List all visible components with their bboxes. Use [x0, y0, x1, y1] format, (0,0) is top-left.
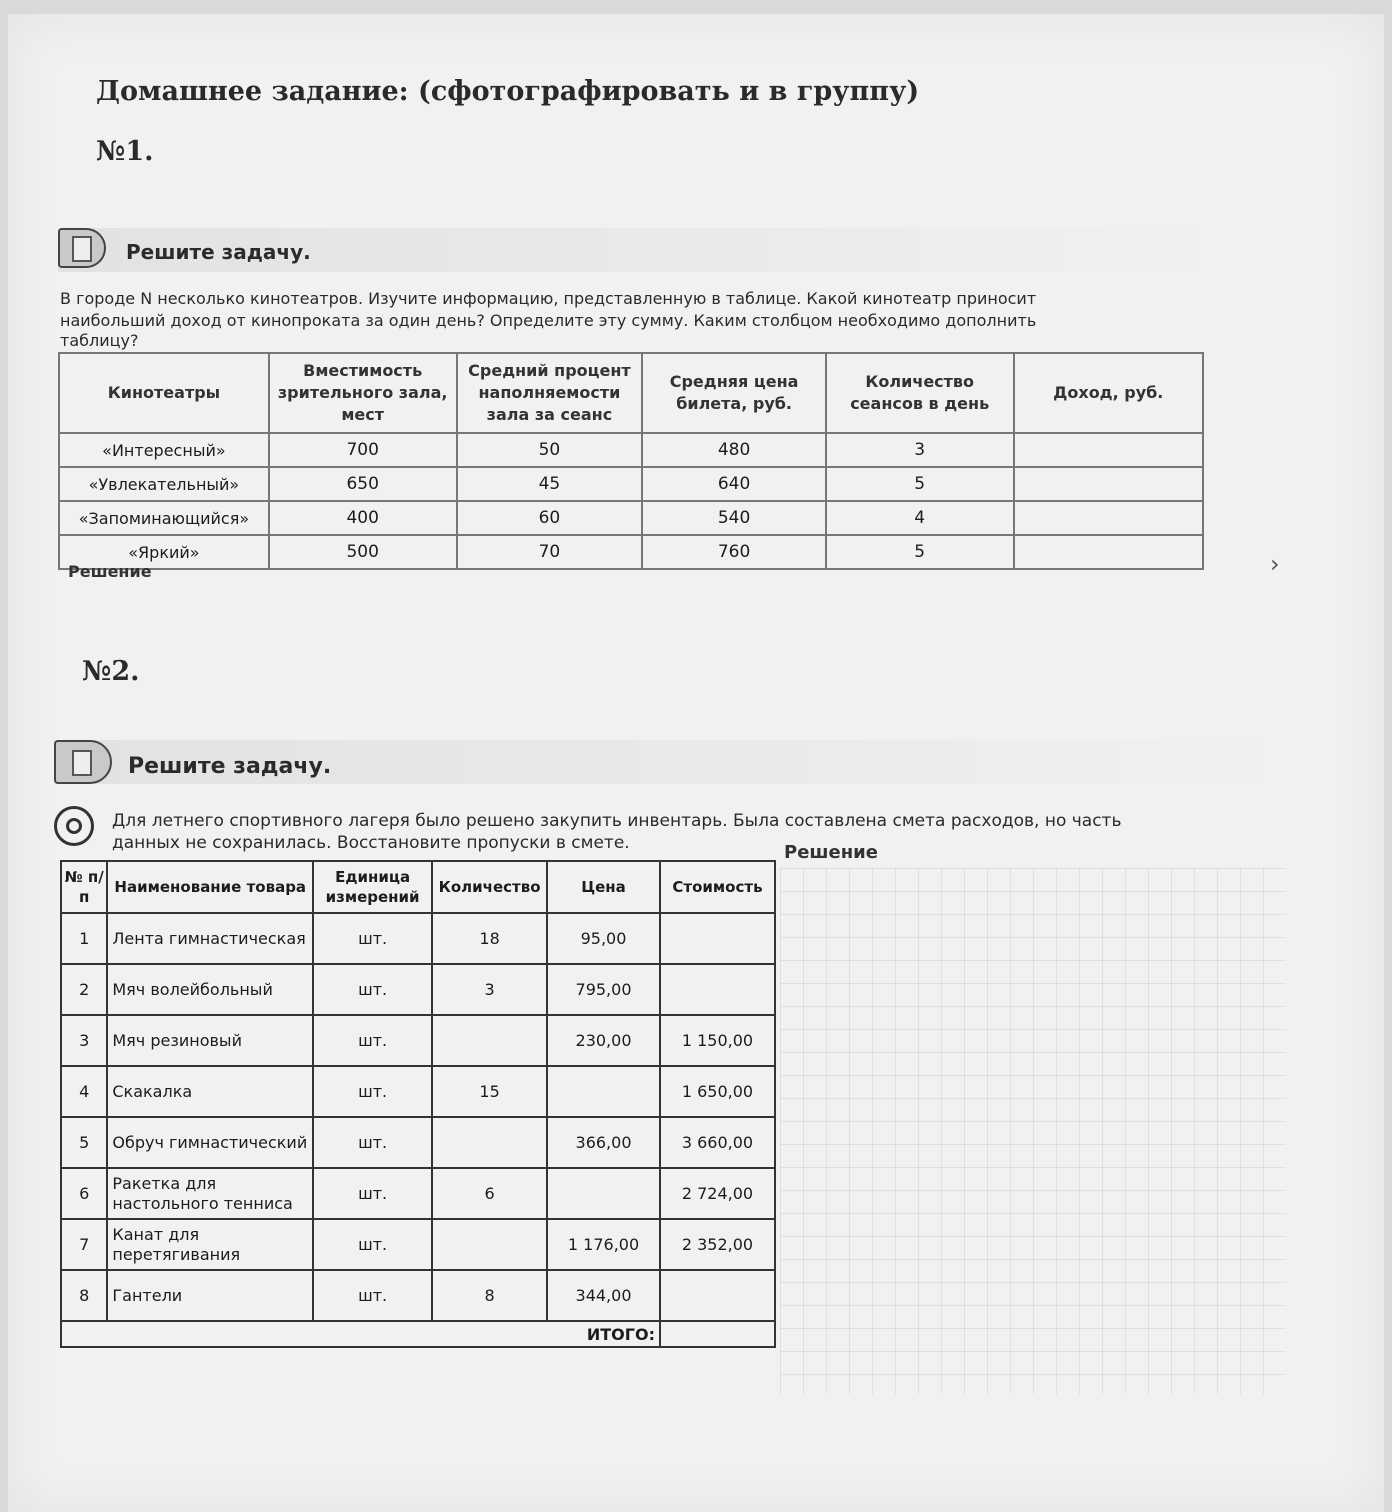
table-cell: 230,00 [547, 1015, 660, 1066]
table-cell: шт. [313, 964, 432, 1015]
task1-text-line: таблицу? [60, 331, 139, 350]
table-cell: шт. [313, 1270, 432, 1321]
table-row [59, 535, 1203, 569]
table-cell [660, 913, 775, 964]
table-cell: 3 [61, 1015, 107, 1066]
document-icon [54, 740, 112, 784]
table-cell: 50 [457, 433, 643, 467]
table-cell: 45 [457, 467, 643, 501]
table-cell: 760 [642, 535, 826, 569]
table-header-row [61, 861, 775, 913]
table-cell: шт. [313, 1015, 432, 1066]
task1-text-line: В городе N несколько кинотеатров. Изучите информацию, представленную в таблице. Какой кинотеатр приносит [60, 289, 1037, 308]
table-cell: «Интересный» [59, 433, 269, 467]
task2-text-line: Для летнего спортивного лагеря было решено закупить инвентарь. Была составлена смета расходов, но часть [112, 811, 1122, 831]
task2-text-line: данных не сохранилась. Восстановите пропуски в смете. [112, 833, 630, 853]
total-value [660, 1321, 775, 1347]
table-cell: 366,00 [547, 1117, 660, 1168]
table-cell: 7 [61, 1219, 107, 1270]
task2-number: №2. [82, 656, 140, 687]
target-icon [54, 806, 94, 846]
chevron-right-icon[interactable]: › [1270, 550, 1280, 578]
table-row [61, 1066, 775, 1117]
table-row [61, 1015, 775, 1066]
table-cell: «Увлекательный» [59, 467, 269, 501]
table-row [59, 501, 1203, 535]
task1-solution-label: Решение [68, 562, 152, 581]
budget-table [60, 860, 776, 1348]
table-cell [660, 964, 775, 1015]
table-cell [1014, 433, 1203, 467]
table-cell: 1 [61, 913, 107, 964]
table-cell: Скакалка [107, 1066, 313, 1117]
table-cell: 1 176,00 [547, 1219, 660, 1270]
table-cell: Канат для перетягивания [107, 1219, 313, 1270]
table-cell: 3 660,00 [660, 1117, 775, 1168]
table-cell: 2 724,00 [660, 1168, 775, 1219]
column-header: № п/п [61, 861, 107, 913]
table-cell [547, 1066, 660, 1117]
table-cell: 95,00 [547, 913, 660, 964]
column-header: Кинотеатры [59, 353, 269, 433]
table-cell: 5 [61, 1117, 107, 1168]
column-header: Средний процент наполняемости зала за сеанс [457, 353, 643, 433]
table-cell [432, 1219, 547, 1270]
table-cell: 4 [61, 1066, 107, 1117]
table-cell: шт. [313, 1219, 432, 1270]
task1-text [60, 288, 1200, 350]
table-row [59, 467, 1203, 501]
table-cell: 2 [61, 964, 107, 1015]
column-header: Количество [432, 861, 547, 913]
table-cell [1014, 501, 1203, 535]
task2-label: Решите задачу. [128, 754, 332, 779]
table-cell: шт. [313, 1168, 432, 1219]
task1-label: Решите задачу. [126, 240, 311, 264]
table-row [61, 1270, 775, 1321]
table-cell: 500 [269, 535, 457, 569]
table-cell: 6 [432, 1168, 547, 1219]
table-cell: 70 [457, 535, 643, 569]
table-cell: шт. [313, 1117, 432, 1168]
table-cell: 1 150,00 [660, 1015, 775, 1066]
table-cell: шт. [313, 913, 432, 964]
column-header: Средняя цена билета, руб. [642, 353, 826, 433]
table-cell [432, 1015, 547, 1066]
column-header: Наименование товара [107, 861, 313, 913]
table-cell: «Запоминающийся» [59, 501, 269, 535]
table-cell [660, 1270, 775, 1321]
table-header-row [59, 353, 1203, 433]
table-row [61, 913, 775, 964]
table-cell: 1 650,00 [660, 1066, 775, 1117]
column-header: Стоимость [660, 861, 775, 913]
solution-grid [780, 868, 1286, 1394]
column-header: Цена [547, 861, 660, 913]
table-row [59, 433, 1203, 467]
table-cell: 650 [269, 467, 457, 501]
table-cell: 480 [642, 433, 826, 467]
table-cell: 540 [642, 501, 826, 535]
task2-solution-label: Решение [784, 842, 878, 863]
column-header: Доход, руб. [1014, 353, 1203, 433]
table-cell: 3 [826, 433, 1014, 467]
table-cell: 5 [826, 467, 1014, 501]
table-cell: 4 [826, 501, 1014, 535]
table-cell: 2 352,00 [660, 1219, 775, 1270]
table-cell [547, 1168, 660, 1219]
table-cell: 15 [432, 1066, 547, 1117]
total-label: ИТОГО: [61, 1321, 660, 1347]
column-header: Количество сеансов в день [826, 353, 1014, 433]
table-cell [1014, 467, 1203, 501]
total-row [61, 1321, 775, 1347]
task2-text [112, 810, 1272, 854]
table-cell: 5 [826, 535, 1014, 569]
table-cell: Мяч резиновый [107, 1015, 313, 1066]
table-cell: 640 [642, 467, 826, 501]
table-cell: 795,00 [547, 964, 660, 1015]
cinema-table [58, 352, 1204, 570]
table-cell: Ракетка для настольного тенниса [107, 1168, 313, 1219]
table-cell: Лента гимнастическая [107, 913, 313, 964]
task1-number: №1. [96, 136, 154, 167]
table-cell: 344,00 [547, 1270, 660, 1321]
table-cell: шт. [313, 1066, 432, 1117]
column-header: Вместимость зрительного зала, мест [269, 353, 457, 433]
table-row [61, 1117, 775, 1168]
column-header: Единица измерений [313, 861, 432, 913]
table-row [61, 1168, 775, 1219]
table-cell: 6 [61, 1168, 107, 1219]
table-cell: 400 [269, 501, 457, 535]
table-cell: 8 [61, 1270, 107, 1321]
task1-text-line: наибольший доход от кинопроката за один день? Определите эту сумму. Каким столбцом необходимо дополнить [60, 311, 1037, 330]
table-cell: «Яркий» [59, 535, 269, 569]
table-cell: 18 [432, 913, 547, 964]
table-cell: Мяч волейбольный [107, 964, 313, 1015]
table-cell: 700 [269, 433, 457, 467]
table-cell: Гантели [107, 1270, 313, 1321]
table-cell: 3 [432, 964, 547, 1015]
page-title: Домашнее задание: (сфотографировать и в группу) [96, 76, 920, 107]
table-cell: Обруч гимнастический [107, 1117, 313, 1168]
table-cell [432, 1117, 547, 1168]
document-icon [58, 228, 106, 268]
table-row [61, 1219, 775, 1270]
table-cell: 8 [432, 1270, 547, 1321]
table-row [61, 964, 775, 1015]
table-cell [1014, 535, 1203, 569]
table-cell: 60 [457, 501, 643, 535]
